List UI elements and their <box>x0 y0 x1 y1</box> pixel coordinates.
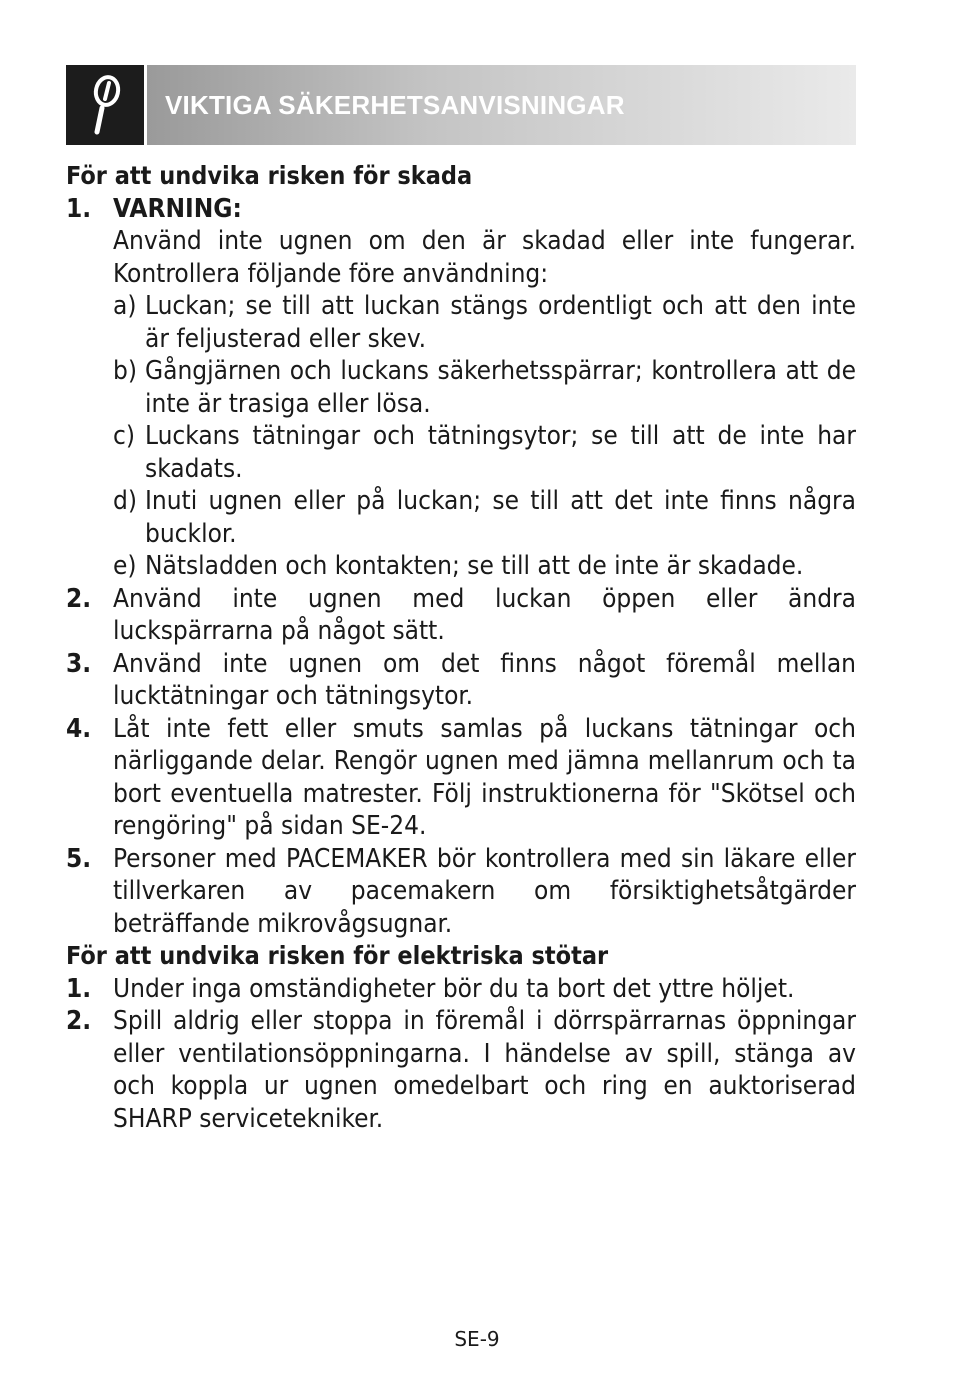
list-item <box>66 583 856 648</box>
list-item <box>66 843 856 941</box>
list-item <box>66 648 856 713</box>
sub-item-text: Inuti ugnen eller på luckan; se till att det inte finns några bucklor. <box>145 486 856 549</box>
page-title: VIKTIGA SÄKERHETSANVISNINGAR <box>165 89 625 120</box>
item-number: 2. <box>66 583 92 614</box>
sub-item-letter: e) <box>113 551 137 581</box>
sub-item-text: Luckans tätningar och tätningsytor; se till att de inte har skadats. <box>145 421 856 484</box>
exclamation-icon <box>85 74 125 136</box>
list-item <box>66 193 856 583</box>
item-text: Låt inte fett eller smuts samlas på luckans tätningar och närliggande delar. Rengör ugnen med jämna mellanrum och ta bort eventuella matrester. Följ instruktionerna för "Skötsel och rengöring" på sidan SE-24. <box>113 713 856 841</box>
item-number: 3. <box>66 648 92 679</box>
item-text: Använd inte ugnen om det finns något föremål mellan lucktätningar och tätningsytor. <box>113 648 856 711</box>
sub-item <box>113 550 856 583</box>
main-content <box>66 160 856 1135</box>
sub-item-letter: a) <box>113 291 137 321</box>
list-item <box>66 1005 856 1135</box>
item-number: 1. <box>66 193 92 224</box>
sub-item-text: Luckan; se till att luckan stängs ordentligt och att den inte är feljusterad eller skev. <box>145 291 856 354</box>
item-text: Personer med PACEMAKER bör kontrollera med sin läkare eller tillverkaren av pacemakern om försiktighetsåtgärder beträffande mikrovågsugnar. <box>113 843 856 939</box>
sub-item <box>113 355 856 420</box>
item-number: 5. <box>66 843 92 874</box>
section-heading-electric: För att undvika risken för elektriska stötar <box>66 941 609 970</box>
page-number: SE-9 <box>454 1327 500 1351</box>
sub-item <box>113 420 856 485</box>
section-header <box>66 65 856 145</box>
item-number: 2. <box>66 1006 92 1036</box>
sub-item <box>113 485 856 550</box>
section-heading-injury: För att undvika risken för skada <box>66 161 473 190</box>
list-item <box>66 973 856 1006</box>
sub-item-letter: c) <box>113 421 135 451</box>
sub-item-letter: d) <box>113 486 137 516</box>
sub-item-text: Nätsladden och kontakten; se till att de inte är skadade. <box>145 551 804 581</box>
list-item <box>66 713 856 843</box>
sub-item <box>113 290 856 355</box>
item-text: Använd inte ugnen med luckan öppen eller ändra luckspärrarna på något sätt. <box>113 583 856 646</box>
item-number: 1. <box>66 973 92 1004</box>
item-body <box>113 193 856 583</box>
warning-title: VARNING: <box>113 193 242 224</box>
item-text: Använd inte ugnen om den är skadad eller inte fungerar. Kontrollera följande före användning: <box>113 226 856 289</box>
header-icon-box <box>66 65 144 145</box>
item-text: Spill aldrig eller stoppa in föremål i dörrspärrarnas öppningar eller ventilationsöppningarna. I händelse av spill, stänga av och koppla ur ugnen omedelbart och ring en auktoriserad SHARP servicetekniker. <box>113 1006 856 1134</box>
header-bar <box>144 65 856 145</box>
sub-item-text: Gångjärnen och luckans säkerhetsspärrar; kontrollera att de inte är trasiga eller lösa. <box>145 356 856 419</box>
item-number: 4. <box>66 713 92 744</box>
item-text: Under inga omständigheter bör du ta bort det yttre höljet. <box>113 973 795 1004</box>
sub-item-letter: b) <box>113 356 137 386</box>
